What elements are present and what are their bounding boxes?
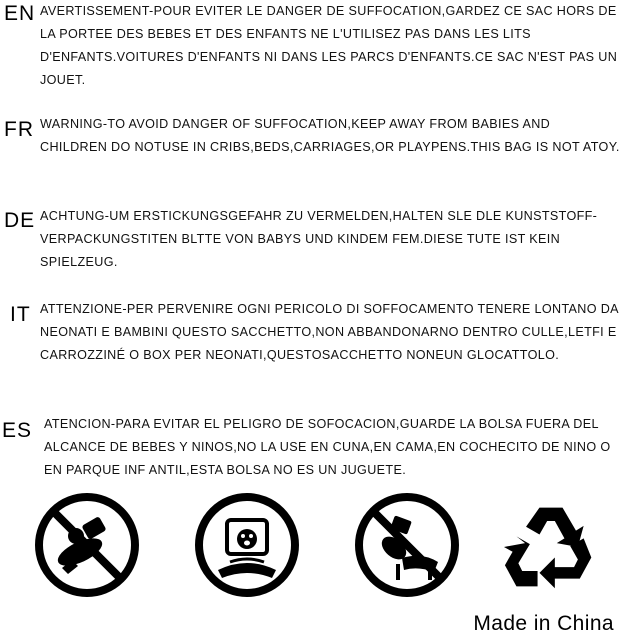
warning-icons bbox=[0, 490, 626, 600]
language-code: DE bbox=[4, 209, 36, 232]
language-code: FR bbox=[4, 118, 34, 141]
no-bag-over-head-icon bbox=[192, 490, 302, 600]
language-code: EN bbox=[4, 2, 36, 25]
language-code: ES bbox=[2, 419, 33, 442]
warning-text: ATTENZIONE-PER PERVENIRE OGNI PERICOLO DI SOFFOCAMENTO TENERE LONTANO DA NEONATI E BAMBINI QUESTO SACCHETTO,NON ABBANDONARNO DENTRO CULLE,LETFI E CARROZZINÉ O BOX PER NEONATI,QUESTOSACCHETTO NONEUN GLOCATTOLO. bbox=[40, 302, 619, 362]
warning-text: ACHTUNG-UM ERSTICKUNGSGEFAHR ZU VERMELDEN,HALTEN SLE DLE KUNSTSTOFF-VERPACKUNGSTITEN BLTTE VON BABYS UND KINDEM FEM.DIESE TUTE IST KEIN SPIELZEUG. bbox=[40, 209, 598, 269]
language-code: IT bbox=[10, 303, 31, 326]
no-baby-in-bag-icon bbox=[32, 490, 142, 600]
warning-text: WARNING-TO AVOID DANGER OF SUFFOCATION,KEEP AWAY FROM BABIES AND CHILDREN DO NOTUSE IN CRIBS,BEDS,CARRIAGES,OR PLAYPENS.THIS BAG IS NOT ATOY. bbox=[40, 117, 620, 154]
warning-text: AVERTISSEMENT-POUR EVITER LE DANGER DE SUFFOCATION,GARDEZ CE SAC HORS DE LA PORTEE DES BEBES ET DES ENFANTS NE L'UTILISEZ PAS DANS LES LITS D'ENFANTS.VOITURES D'ENFANTS NI DANS LES PARCS D'ENFANTS.CE SAC N'EST PAS UN JOUET. bbox=[40, 4, 618, 87]
no-bag-in-crib-icon bbox=[352, 490, 462, 600]
recycle-icon bbox=[502, 498, 600, 594]
origin-label: Made in China bbox=[473, 612, 614, 635]
warning-text: ATENCION-PARA EVITAR EL PELIGRO DE SOFOCACION,GUARDE LA BOLSA FUERA DEL ALCANCE DE BEBES Y NINOS,NO LA USE EN CUNA,EN CAMA,EN COCHECITO DE NINO O EN PARQUE INF ANTIL,ESTA BOLSA NO ES UN JUGUETE. bbox=[44, 417, 611, 477]
